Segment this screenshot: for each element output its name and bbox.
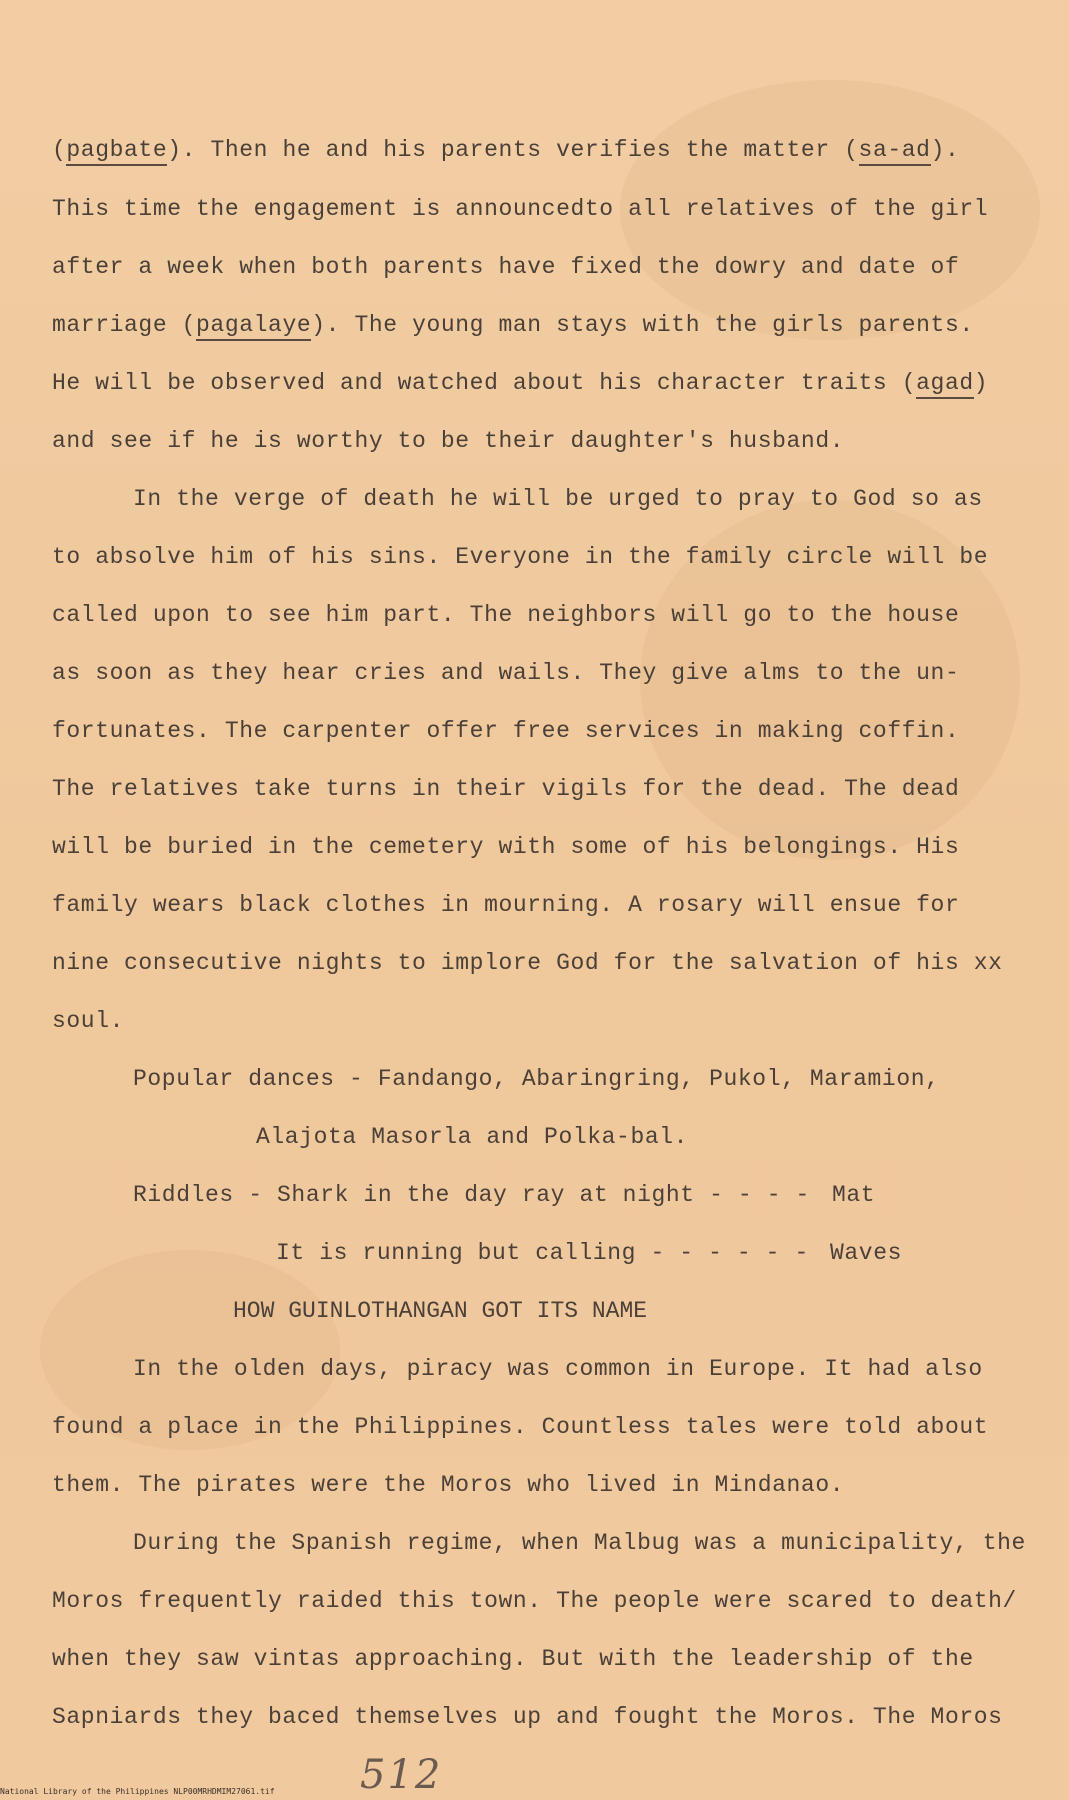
underlined-term: sa-ad: [859, 137, 931, 166]
paragraph-start: In the olden days, piracy was common in Europe. It had also: [133, 1356, 983, 1382]
underlined-term: pagalaye: [196, 312, 311, 341]
text-line: fortunates. The carpenter offer free services in making coffin.: [52, 718, 960, 744]
text-line: This time the engagement is announcedto all relatives of the girl: [52, 196, 989, 222]
text-line: and see if he is worthy to be their daughter's husband.: [52, 428, 845, 454]
paragraph-start: In the verge of death he will be urged to pray to God so as: [133, 486, 983, 512]
text-line: Sapniards they baced themselves up and fought the Moros. The Moros: [52, 1704, 1003, 1730]
text-line: to absolve him of his sins. Everyone in the family circle will be: [52, 544, 989, 570]
text-line: He will be observed and watched about his character traits (agad): [52, 370, 988, 396]
riddle-answer: Mat: [832, 1182, 876, 1208]
text-line: family wears black clothes in mourning. A rosary will ensue for: [52, 892, 960, 918]
riddle-line: Riddles - Shark in the day ray at night - - - -: [133, 1182, 810, 1208]
text-line: nine consecutive nights to implore God for the salvation of his xx: [52, 950, 1003, 976]
text-line: called upon to see him part. The neighbors will go to the house: [52, 602, 960, 628]
handwritten-page-number: 512: [360, 1752, 443, 1798]
text-line: found a place in the Philippines. Countless tales were told about: [52, 1414, 989, 1440]
riddle-line: It is running but calling - - - - - -: [276, 1240, 809, 1266]
paragraph-start: During the Spanish regime, when Malbug was a municipality, the: [133, 1530, 1026, 1556]
text-line: them. The pirates were the Moros who lived in Mindanao.: [52, 1472, 845, 1498]
dances-line: Popular dances - Fandango, Abaringring, Pukol, Maramion,: [133, 1066, 940, 1092]
text-line: will be buried in the cemetery with some of his belongings. His: [52, 834, 960, 860]
text-line: (pagbate). Then he and his parents verifies the matter (sa-ad).: [52, 137, 959, 163]
text-line: after a week when both parents have fixed the dowry and date of: [52, 254, 960, 280]
riddle-answer: Waves: [830, 1240, 903, 1266]
text-line: as soon as they hear cries and wails. They give alms to the un-: [52, 660, 960, 686]
text-line: marriage (pagalaye). The young man stays with the girls parents.: [52, 312, 974, 338]
underlined-term: agad: [916, 370, 974, 399]
archive-footer-label: National Library of the Philippines NLP00MRHDMIM27061.tif: [0, 1787, 275, 1796]
text-line: when they saw vintas approaching. But with the leadership of the: [52, 1646, 974, 1672]
text-line: The relatives take turns in their vigils for the dead. The dead: [52, 776, 960, 802]
text-line: Moros frequently raided this town. The people were scared to death/: [52, 1588, 1017, 1614]
dances-continuation: Alajota Masorla and Polka-bal.: [256, 1124, 689, 1150]
text-line: soul.: [52, 1008, 125, 1034]
underlined-term: pagbate: [66, 137, 167, 166]
section-heading: HOW GUINLOTHANGAN GOT ITS NAME: [233, 1298, 648, 1324]
